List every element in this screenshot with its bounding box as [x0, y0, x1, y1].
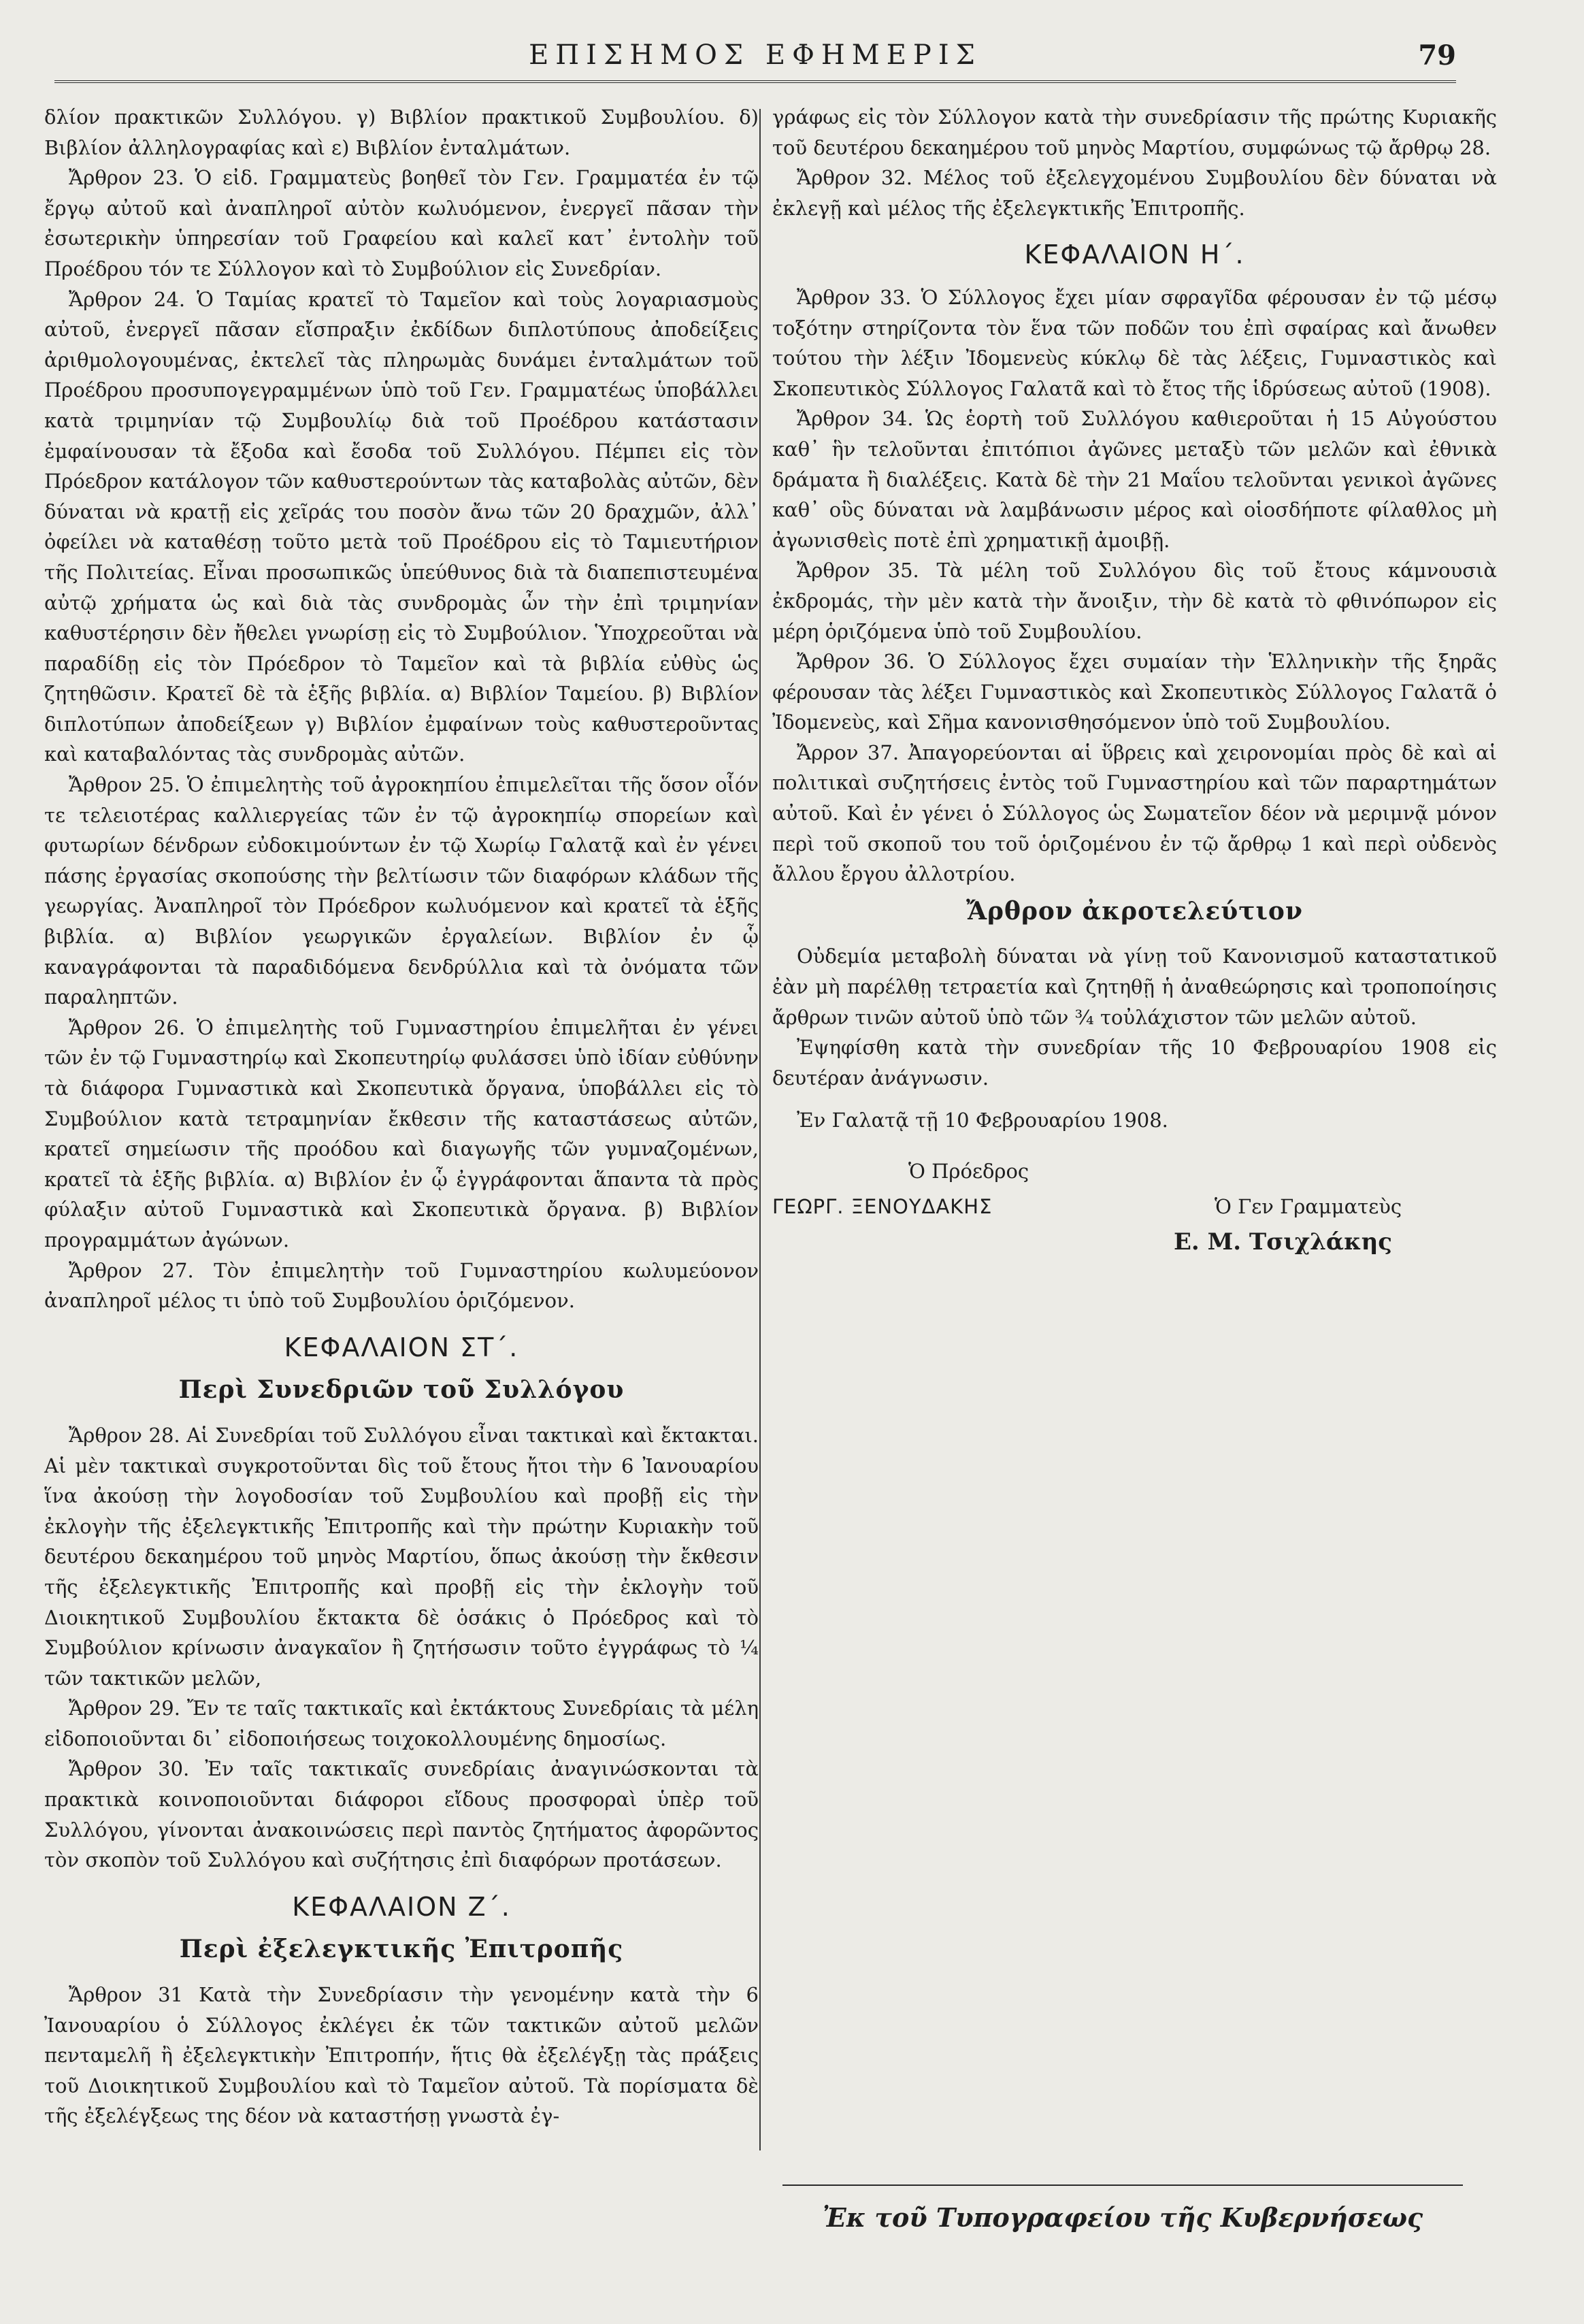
- header-rule: [54, 80, 1456, 83]
- chapter-heading-7: ΚΕΦΑΛΑΙΟΝ Ζ΄.: [292, 1891, 511, 1922]
- chapter-heading-6: ΚΕΦΑΛΑΙΟΝ ΣΤ΄.: [284, 1332, 519, 1362]
- section-heading-final-article: Ἄρθρον ἀκροτελεύτιον: [966, 896, 1303, 926]
- president-name: ΓΕΩΡΓ. ΞΕΝΟΥΔΑΚΗΣ: [772, 1195, 993, 1218]
- column-divider: [759, 109, 761, 2150]
- right-column: [772, 102, 1497, 1286]
- page-header: [54, 39, 1456, 72]
- secretary-name: Ε. Μ. Τσιχλάκης: [1174, 1228, 1392, 1256]
- printer-imprint: Ἐκ τοῦ Τυπογραφείου τῆς Κυβερνήσεως: [822, 2202, 1423, 2233]
- place-date: Ἐν Γαλατᾷ τῇ 10 Φεβρουαρίου 1908.: [797, 1109, 1168, 1132]
- article-31: Ἄρθρον 31 Κατὰ τὴν Συνεδρίασιν τὴν γενομένην κατὰ τὴν 6 Ἰανουαρίου ὁ Σύλλογος ἐκλέγει ἐκ τῶν τακτικῶν αὐτοῦ μελῶν πενταμελῆ ἢ ἐξελεγκτικὴν Ἐπιτροπήν, ἥτις θὰ ἐξελέγξῃ τὰς πράξεις τοῦ Διοικητικοῦ Συμβουλίου καὶ τὸ Ταμεῖον αὐτοῦ. Τὰ πορίσματα δὲ τῆς ἐξελέγξεως της δέον νὰ καταστήσῃ γνωστὰ ἐγ-: [44, 1983, 759, 2128]
- article-32: Ἄρθρον 32. Μέλος τοῦ ἐξελεγχομένου Συμβουλίου δὲν δύναται νὰ ἐκλεγῇ καὶ μέλος τῆς ἐξελεγκτικῆς Ἐπιτροπῆς.: [772, 166, 1497, 220]
- article-25: Ἄρθρον 25. Ὁ ἐπιμελητὴς τοῦ ἀγροκηπίου ἐπιμελεῖται τῆς ὅσον οἷόν τε τελειοτέρας καλλιεργείας τῶν ἐν τῷ ἀγροκηπίῳ σπορείων καὶ φυτωρίων δένδρων εὐδοκιμούντων ἐν τῷ Χωρίῳ Γαλατᾷ καὶ ἐν γένει πάσης ἐργασίας σκοπούσης τὴν βελτίωσιν τῶν διαφόρων κλάδων τῆς γεωργίας. Ἀναπληροῖ τὸν Πρόεδρον κωλυόμενον καὶ κρατεῖ τὰ ἑξῆς βιβλία. α) Βιβλίον γεωργικῶν ἐργαλείων. Βιβλίον ἐν ᾧ καναγράφονται τὰ παραδιδόμενα δενδρύλλια καὶ τὰ ὀνόματα τῶν παραληπτῶν.: [44, 773, 759, 1009]
- printer-rule: [782, 2184, 1463, 2186]
- article-35: Ἄρθρον 35. Τὰ μέλη τοῦ Συλλόγου δὶς τοῦ ἔτους κάμνουσιὰ ἐκδρομάς, τὴν μὲν κατὰ τὴν ἄνοιξιν, τὴν δὲ κατὰ τὸ φθινόπωρον εἰς μέρη ὁριζόμενα ὑπὸ τοῦ Συμβουλίου.: [772, 559, 1497, 643]
- article-34: Ἄρθρον 34. Ὡς ἑορτὴ τοῦ Συλλόγου καθιεροῦται ἡ 15 Αὐγούστου καθ᾽ ἣν τελοῦνται ἐπιτόπιοι ἀγῶνες μεταξὺ τῶν μελῶν καὶ ἐθνικὰ δράματα ἢ διαλέξεις. Κατὰ δὲ τὴν 21 Μαΐου τελοῦνται γενικοὶ ἀγῶνες καθ᾽ οὓς δύναται νὰ λαμβάνωσιν μέρος καὶ οἱοσδήποτε φίλαθλος μὴ ἀγωνισθεὶς ποτὲ ἐπὶ χρηματικῇ ἀμοιβῇ.: [772, 407, 1497, 552]
- article-36: Ἄρθρον 36. Ὁ Σύλλογος ἔχει συμαίαν τὴν Ἑλληνικὴν τῆς ξηρᾶς φέρουσαν τὰς λέξει Γυμναστικὸς καὶ Σκοπευτικὸς Σύλλογος Γαλατᾶ ὁ Ἰδομενεὺς, καὶ Σῆμα κανονισθησόμενον ὑπὸ τοῦ Συμβουλίου.: [772, 650, 1497, 734]
- paragraph: γράφως εἰς τὸν Σύλλογον κατὰ τὴν συνεδρίασιν τῆς πρώτης Κυριακῆς τοῦ δευτέρου δεκαημέρου τοῦ μηνὸς Μαρτίου, συμφώνως τῷ ἄρθρῳ 28.: [772, 105, 1497, 159]
- left-column: [44, 102, 759, 2131]
- final-article-text: Οὐδεμία μεταβολὴ δύναται νὰ γίνῃ τοῦ Κανονισμοῦ καταστατικοῦ ἐὰν μὴ παρέλθῃ τετραετία καὶ ζητηθῇ ἡ ἀναθεώρησις καὶ τροποποίησις ἄρθρων τινῶν αὐτοῦ ὑπὸ τῶν ¾ τοὐλάχιστον τῶν μελῶν αὐτοῦ.: [772, 945, 1497, 1029]
- voting-note: Ἐψηφίσθη κατὰ τὴν συνεδρίαν τῆς 10 Φεβρουαρίου 1908 εἰς δευτέραν ἀνάγνωσιν.: [772, 1036, 1497, 1090]
- chapter-heading-8: ΚΕΦΑΛΑΙΟΝ Η΄.: [1024, 240, 1245, 270]
- article-28: Ἄρθρον 28. Αἱ Συνεδρίαι τοῦ Συλλόγου εἶναι τακτικαὶ καὶ ἔκτακται. Αἱ μὲν τακτικαὶ συγκροτοῦνται δὶς τοῦ ἔτους ἤτοι τὴν 6 Ἰανουαρίου ἵνα ἀκούσῃ τὴν λογοδοσίαν τοῦ Συμβουλίου καὶ προβῇ εἰς τὴν ἐκλογὴν τῆς ἐξελεγκτικῆς Ἐπιτροπῆς καὶ τὴν πρώτην Κυριακὴν τοῦ δευτέρου δεκαημέρου τοῦ μηνὸς Μαρτίου, ὅπως ἀκούσῃ τὴν ἔκθεσιν τῆς ἐξελεγκτικῆς Ἐπιτροπῆς καὶ προβῇ εἰς τὴν ἐκλογὴν τοῦ Διοικητικοῦ Συμβουλίου ἔκτακτα δὲ ὁσάκις ὁ Πρόεδρος καὶ τὸ Συμβούλιον κρίνωσιν ἀναγκαῖον ἢ ζητήσωσιν τοῦτο ἐγγράφως τὸ ¼ τῶν τακτικῶν μελῶν,: [44, 1423, 759, 1690]
- paragraph: δλίον πρακτικῶν Συλλόγου. γ) Βιβλίον πρακτικοῦ Συμβουλίου. δ) Βιβλίον ἀλληλογραφίας καὶ ε) Βιβλίον ἐνταλμάτων.: [44, 105, 759, 159]
- article-23: Ἄρθρον 23. Ὁ εἰδ. Γραμματεὺς βοηθεῖ τὸν Γεν. Γραμματέα ἐν τῷ ἔργῳ αὐτοῦ καὶ ἀναπληροῖ αὐτὸν κωλυόμενον, ἐνεργεῖ πᾶσαν τὴν ἐσωτερικὴν ὑπηρεσίαν τοῦ Γραφείου καὶ καλεῖ κατ᾽ ἐντολὴν τοῦ Προέδρου τόν τε Σύλλογον καὶ τὸ Συμβούλιον εἰς Συνεδρίαν.: [44, 166, 759, 280]
- article-30: Ἄρθρον 30. Ἐν ταῖς τακτικαῖς συνεδρίαις ἀναγινώσκονται τὰ πρακτικὰ κοινοποιοῦνται διάφοροι εἴδους προσφοραὶ ὑπὲρ τοῦ Συλλόγου, γίνονται ἀνακοινώσεις περὶ παντὸς ζητήματος ἀφορῶντος τὸν σκοπὸν τοῦ Συλλόγου καὶ συζήτησις ἐπὶ διαφόρων προτάσεων.: [44, 1757, 759, 1872]
- secretary-title: Ὁ Γεν Γραμματεὺς: [1215, 1195, 1402, 1218]
- article-26: Ἄρθρον 26. Ὁ ἐπιμελητὴς τοῦ Γυμναστηρίου ἐπιμελῆται ἐν γένει τῶν ἐν τῷ Γυμναστηρίῳ καὶ Σκοπευτηρίῳ φυλάσσει ὑπὸ ἰδίαν εὐθύνην τὰ διάφορα Γυμναστικὰ καὶ Σκοπευτικὰ ὄργανα, ὑποβάλλει εἰς τὸ Συμβούλιον κατὰ τετραμηνίαν ἔκθεσιν τῆς καταστάσεως αὐτῶν, κρατεῖ σημείωσιν τῆς προόδου καὶ διαγωγῆς τῶν γυμναζομένων, κρατεῖ τὰ ἑξῆς βιβλία. α) Βιβλίον ἐν ᾧ ἐγγράφονται ἅπαντα τὰ πρὸς φύλαξιν αὐτοῦ Γυμναστικὰ καὶ Σκοπευτικὰ ὄργανα. β) Βιβλίον προγραμμάτων ἀγώνων.: [44, 1015, 759, 1251]
- article-33: Ἄρθρον 33. Ὁ Σύλλογος ἔχει μίαν σφραγῖδα φέρουσαν ἐν τῷ μέσῳ τοξότην στηρίζοντα τὸν ἕνα τῶν ποδῶν του ἐπὶ σφαίρας καὶ ἄνωθεν τούτου τὴν λέξιν Ἰδομενεὺς κύκλῳ δὲ τὰς λέξεις, Γυμναστικὸς καὶ Σκοπευτικὸς Σύλλογος Γαλατᾶ καὶ τὸ ἔτος τῆς ἱδρύσεως αὐτοῦ (1908).: [772, 285, 1497, 400]
- president-title: Ὁ Πρόεδρος: [908, 1160, 1029, 1183]
- section-heading-meetings: Περὶ Συνεδριῶν τοῦ Συλλόγου: [178, 1375, 625, 1405]
- running-head: ΕΠΙΣΗΜΟΣ ΕΦΗΜΕΡΙΣ: [529, 39, 982, 71]
- article-29: Ἄρθρον 29. Ἔν τε ταῖς τακτικαῖς καὶ ἐκτάκτους Συνεδρίαις τὰ μέλη εἰδοποιοῦνται δι᾽ εἰδοποιήσεως τοιχοκολλουμένης δημοσίως.: [44, 1697, 759, 1750]
- article-24: Ἄρθρον 24. Ὁ Ταμίας κρατεῖ τὸ Ταμεῖον καὶ τοὺς λογαριασμοὺς αὐτοῦ, ἐνεργεῖ πᾶσαν εἴσπραξιν ἐκδίδων διπλοτύπους ἀποδείξεις ἀριθμολογουμένας, ἐκτελεῖ τὰς πληρωμὰς δυνάμει ἐνταλμάτων τοῦ Προέδρου προσυπογεγραμμένων ὑπὸ τοῦ Γεν. Γραμματέως ὑποβάλλει κατὰ τριμηνίαν τῷ Συμβουλίῳ διὰ τοῦ Προέδρου κατάστασιν ἐμφαίνουσαν τὰ ἔξοδα καὶ ἔσοδα τοῦ Συλλόγου. Πέμπει εἰς τὸν Πρόεδρον κατάλογον τῶν καθυστερούντων τὰς καταβολὰς αὐτῶν, δὲν δύναται νὰ κρατῇ εἰς χεῖράς του ποσὸν ἄνω τῶν 20 δραχμῶν, ἀλλ᾽ ὀφείλει νὰ καταθέσῃ τοῦτο μετὰ τοῦ Προέδρου εἰς τὸ Ταμιευτήριον τῆς Πολιτείας. Εἶναι προσωπικῶς ὑπεύθυνος διὰ τὰ διαπεπιστευμένα αὐτῷ χρήματα ὡς καὶ διὰ τὰς συνδρομὰς ὧν τὴν ἐπὶ τριμηνίαν καθυστέρησιν δὲν ἤθελει γνωρίσῃ εἰς τὸ Συμβούλιον. Ὑποχρεοῦται νὰ παραδίδῃ εἰς τὸν Πρόεδρον τὸ Ταμεῖον καὶ τὰ βιβλία εὐθὺς ὡς ζητηθῶσιν. Κρατεῖ δὲ τὰ ἑξῆς βιβλία. α) Βιβλίον Ταμείου. β) Βιβλίον διπλοτύπων ἀποδείξεων γ) Βιβλίον ἐμφαίνων τοὺς καθυστεροῦντας καὶ καταβαλόντας τὰς συνδρομὰς αὐτῶν.: [44, 287, 759, 766]
- signature-block: [772, 1156, 1497, 1286]
- section-heading-audit: Περὶ ἐξελεγκτικῆς Ἐπιτροπῆς: [179, 1935, 624, 1964]
- page-number: 79: [1418, 39, 1456, 71]
- article-27: Ἄρθρον 27. Τὸν ἐπιμελητὴν τοῦ Γυμναστηρίου κωλυμεύονον ἀναπληροῖ μέλος τι ὑπὸ τοῦ Συμβουλίου ὁριζόμενον.: [44, 1258, 759, 1313]
- article-37: Ἄρρον 37. Ἀπαγορεύονται αἱ ὕβρεις καὶ χειρονομίαι πρὸς δὲ καὶ αἱ πολιτικαὶ συζητήσεις ἐντὸς τοῦ Γυμναστηρίου καὶ τῶν παραρτημάτων αὐτοῦ. Καὶ ἐν γένει ὁ Σύλλογος ὡς Σωματεῖον δέον νὰ μεριμνᾷ μόνον περὶ τοῦ σκοποῦ του τοῦ ὁριζομένου ἐν τῷ ἄρθρῳ 1 καὶ περὶ οὐδενὸς ἄλλου ἔργου ἀλλοτρίου.: [772, 740, 1497, 886]
